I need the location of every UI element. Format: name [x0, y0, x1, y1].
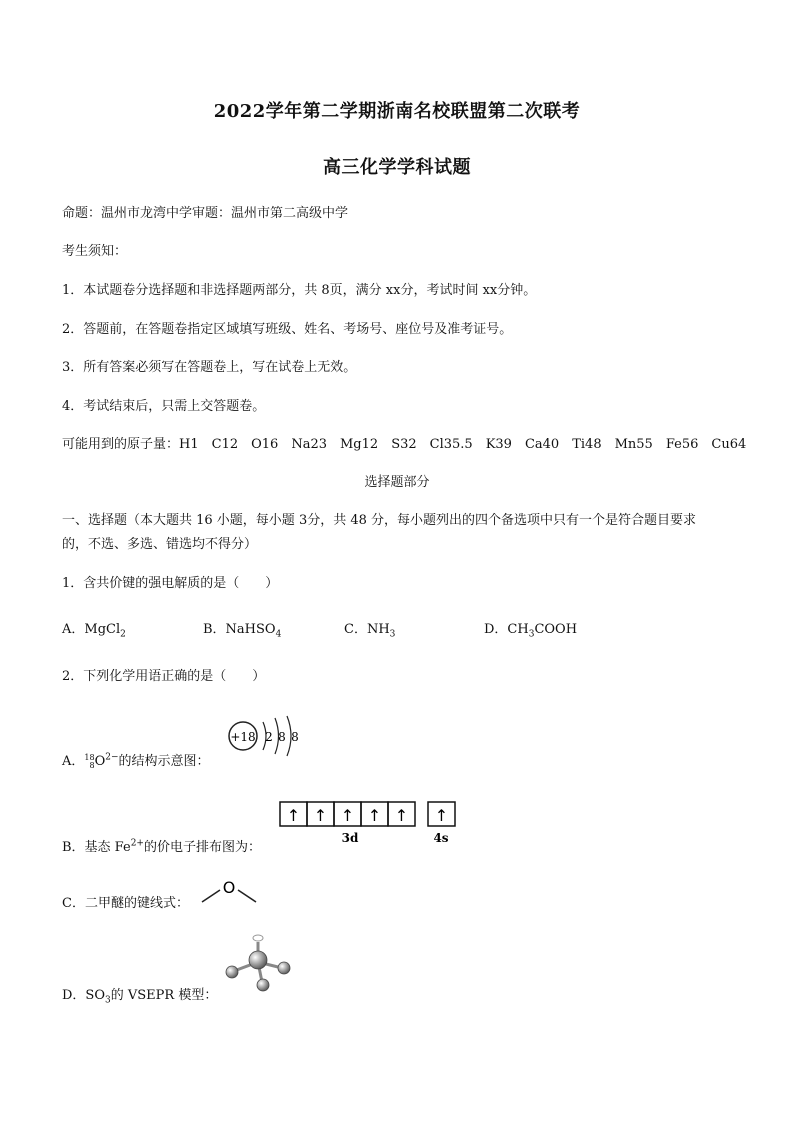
atomic-mass-item: C12 — [211, 437, 239, 452]
atomic-mass-item: Cl35.5 — [429, 437, 473, 452]
orbital-diagram — [278, 800, 463, 850]
dimethyl-ether-skeletal — [200, 874, 260, 908]
notice-3: 3．所有答案必须写在答题卷上，写在试卷上无效。 — [62, 360, 357, 375]
shell-electrons-3: 8 — [291, 730, 299, 744]
orbital-arrow-3d: ↑ — [394, 806, 409, 825]
ligand-atom-bottom — [257, 979, 269, 991]
orbital-boxes-3d — [280, 802, 415, 826]
q1-option-a: A．MgCl$_2$ — [62, 622, 126, 640]
q2-stem: 2．下列化学用语正确的是（ ） — [62, 669, 266, 684]
atomic-mass-item: Na23 — [291, 437, 327, 452]
q2-option-b: B．基态 $Fe^{2+}$的价电子排布图为： — [62, 838, 261, 855]
atomic-mass-item: O16 — [251, 437, 279, 452]
notice-2: 2．答题前，在答题卷指定区域填写班级、姓名、考场号、座位号及准考证号。 — [62, 322, 513, 337]
orbital-arrow-3d: ↑ — [340, 806, 355, 825]
atomic-mass-item: Ca40 — [524, 437, 560, 452]
orbital-arrow-4s: ↑ — [434, 806, 449, 825]
notice-heading: 考生须知： — [62, 244, 128, 259]
atomic-mass-item: Mn55 — [614, 437, 653, 452]
shell-electrons-2: 8 — [278, 730, 286, 744]
nucleus-charge: +18 — [230, 730, 256, 744]
bond-left — [202, 890, 220, 902]
atomic-mass-item: Mg12 — [340, 437, 379, 452]
atomic-masses-list — [179, 437, 759, 452]
label-4s: 4s — [433, 831, 449, 845]
authors-line: 命题：温州市龙湾中学审题：温州市第二高级中学 — [62, 206, 349, 221]
q1-stem: 1．含共价键的强电解质的是（ ） — [62, 576, 279, 591]
q2-option-c: C．二甲醚的键线式： — [62, 896, 189, 911]
q2-option-a: A．18 $8O^{2-}$的结构示意图： — [62, 752, 210, 770]
atomic-structure-diagram — [225, 710, 305, 760]
notice-4: 4．考试结束后，只需上交答题卷。 — [62, 399, 266, 414]
q2-option-d: D．$SO_3$的 VSEPR 模型： — [62, 988, 218, 1006]
q1-option-d: D．$CH_3COOH$ — [484, 622, 578, 640]
vsepr-model — [222, 928, 302, 994]
section-instruction-2: 的，不选、多选、错选均不得分） — [62, 537, 258, 552]
lone-pair-icon — [253, 935, 263, 941]
exam-subtitle: 高三化学学科试题 — [323, 157, 471, 178]
atomic-mass-item: K39 — [485, 437, 512, 452]
q1-option-b: B．NaHSO$_4$ — [203, 622, 282, 640]
atomic-mass-item: Fe56 — [665, 437, 699, 452]
section-heading: 选择题部分 — [364, 475, 430, 490]
orbital-arrow-3d: ↑ — [313, 806, 328, 825]
orbital-arrow-3d: ↑ — [286, 806, 301, 825]
atomic-mass-item: H1 — [179, 437, 199, 452]
section-instruction-1: 一、选择题（本大题共 16 小题，每小题 3分，共 48 分，每小题列出的四个备选项中只有一个是符合题目要求 — [62, 513, 697, 528]
orbital-arrow-3d: ↑ — [367, 806, 382, 825]
atomic-mass-item: S32 — [391, 437, 417, 452]
exam-title: 2022学年第二学期浙南名校联盟第二次联考 — [213, 101, 581, 122]
atomic-mass-item: Ti48 — [572, 437, 602, 452]
ligand-atom-right — [278, 962, 290, 974]
central-atom — [249, 951, 267, 969]
atomic-masses-label: 可能用到的原子量： — [62, 437, 180, 452]
notice-1: 1．本试题卷分选择题和非选择题两部分，共 8页，满分 xx分，考试时间 xx分钟。 — [62, 283, 537, 298]
ligand-atom-left — [226, 966, 238, 978]
q1-option-c: C．$NH_3$ — [344, 622, 396, 640]
oxygen-atom: O — [222, 878, 236, 897]
atomic-mass-item: Cu64 — [711, 437, 747, 452]
atomic-masses-line — [62, 433, 759, 452]
bond-right — [238, 890, 256, 902]
label-3d: 3d — [341, 831, 359, 845]
shell-electrons-1: 2 — [265, 730, 273, 744]
